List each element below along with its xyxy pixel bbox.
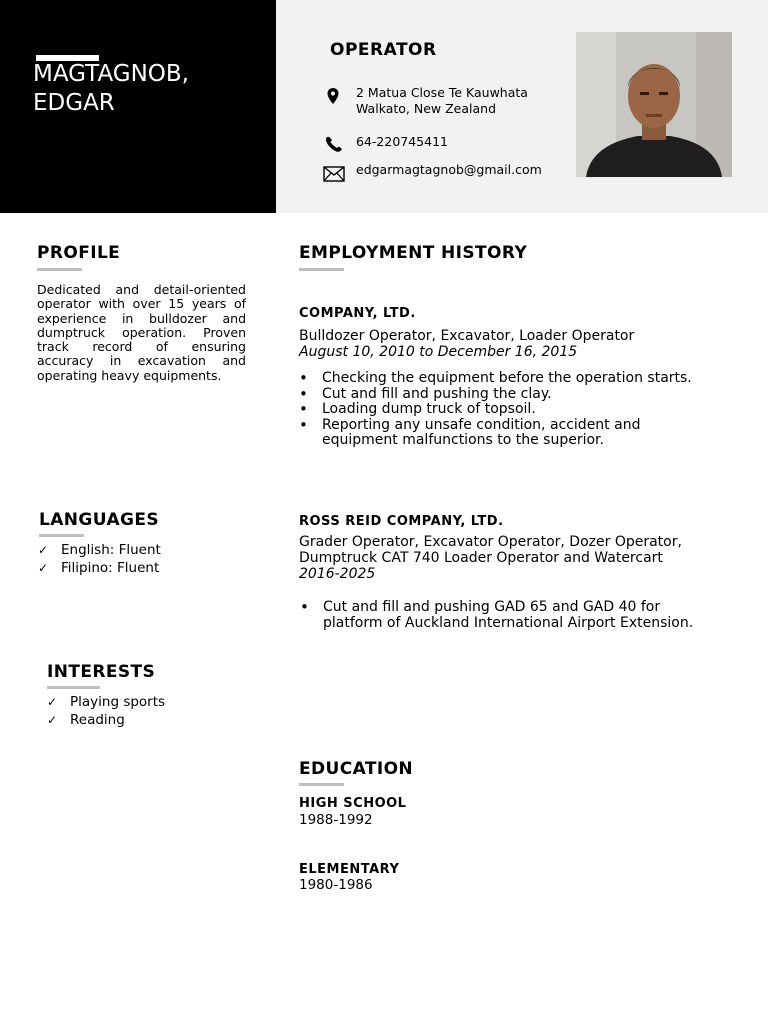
employment-rule bbox=[299, 268, 344, 271]
address-line-1: 2 Matua Close Te Kauwhata bbox=[356, 85, 528, 100]
education-1-years: 1988-1992 bbox=[299, 812, 373, 828]
job-1-role: Bulldozer Operator, Excavator, Loader Operator bbox=[299, 328, 635, 344]
job-2-company: ROSS REID COMPANY, LTD. bbox=[299, 514, 504, 529]
job-title: OPERATOR bbox=[330, 40, 437, 60]
list-item: • Reporting any unsafe condition, accident and equipment malfunctions to the superior. bbox=[299, 418, 719, 449]
job-2-dates: 2016-2025 bbox=[299, 566, 376, 582]
list-item: • Cut and fill and pushing GAD 65 and GAD 40 for platform of Auckland International Airport Extension. bbox=[300, 600, 710, 631]
job-1-company: COMPANY, LTD. bbox=[299, 306, 416, 321]
list-item: • Loading dump truck of topsoil. bbox=[299, 402, 719, 418]
languages-heading: LANGUAGES bbox=[39, 510, 160, 530]
list-item bbox=[47, 711, 267, 729]
interest-item: Playing sports bbox=[70, 694, 166, 710]
profile-rule bbox=[37, 268, 82, 271]
phone-icon bbox=[324, 135, 346, 155]
interests-rule bbox=[47, 686, 100, 689]
job-2-role bbox=[299, 534, 739, 566]
education-heading: EDUCATION bbox=[299, 759, 414, 779]
job-2-role-line-2: Dumptruck CAT 740 Loader Operator and Watercart bbox=[299, 550, 663, 566]
list-item bbox=[38, 559, 258, 577]
checkmark-icon: ✓ bbox=[38, 543, 49, 557]
checkmark-icon: ✓ bbox=[47, 695, 58, 709]
profile-photo bbox=[576, 32, 732, 177]
interests-list bbox=[47, 693, 267, 729]
job-2-role-line-1: Grader Operator, Excavator Operator, Dozer Operator, bbox=[299, 534, 682, 550]
list-item: • Cut and fill and pushing the clay. bbox=[299, 387, 719, 403]
phone-number[interactable]: 64-220745411 bbox=[356, 134, 448, 149]
candidate-name bbox=[33, 60, 268, 118]
language-item: Filipino: Fluent bbox=[61, 560, 160, 576]
job-1-dates: August 10, 2010 to December 16, 2015 bbox=[299, 344, 578, 360]
languages-rule bbox=[39, 534, 84, 537]
list-item bbox=[47, 693, 267, 711]
education-rule bbox=[299, 783, 344, 786]
employment-heading: EMPLOYMENT HISTORY bbox=[299, 243, 528, 263]
name-line-2: EDGAR bbox=[33, 90, 115, 116]
language-item: English: Fluent bbox=[61, 542, 161, 558]
education-2-name: ELEMENTARY bbox=[299, 862, 400, 877]
profile-heading: PROFILE bbox=[37, 243, 121, 263]
checkmark-icon: ✓ bbox=[47, 713, 58, 727]
education-1-name: HIGH SCHOOL bbox=[299, 796, 407, 811]
interests-heading: INTERESTS bbox=[47, 662, 156, 682]
profile-summary: Dedicated and detail-oriented operator with over 15 years of experience in bulldozer and dumptruck operation. Proven track record of ensuring accuracy in excavation and operating heavy equipments. bbox=[37, 282, 246, 383]
checkmark-icon: ✓ bbox=[38, 561, 49, 575]
job-2-duties bbox=[300, 600, 710, 631]
interest-item: Reading bbox=[70, 712, 125, 728]
address-line-2: Walkato, New Zealand bbox=[356, 101, 497, 116]
location-pin-icon bbox=[326, 87, 348, 107]
list-item bbox=[38, 541, 258, 559]
address bbox=[356, 85, 528, 117]
envelope-icon bbox=[323, 166, 345, 186]
languages-list bbox=[38, 541, 258, 577]
list-item: • Checking the equipment before the operation starts. bbox=[299, 371, 719, 387]
education-2-years: 1980-1986 bbox=[299, 877, 373, 893]
job-1-duties bbox=[299, 371, 719, 449]
email-address[interactable]: edgarmagtagnob@gmail.com bbox=[356, 162, 542, 177]
name-line-1: MAGTAGNOB, bbox=[33, 61, 189, 87]
